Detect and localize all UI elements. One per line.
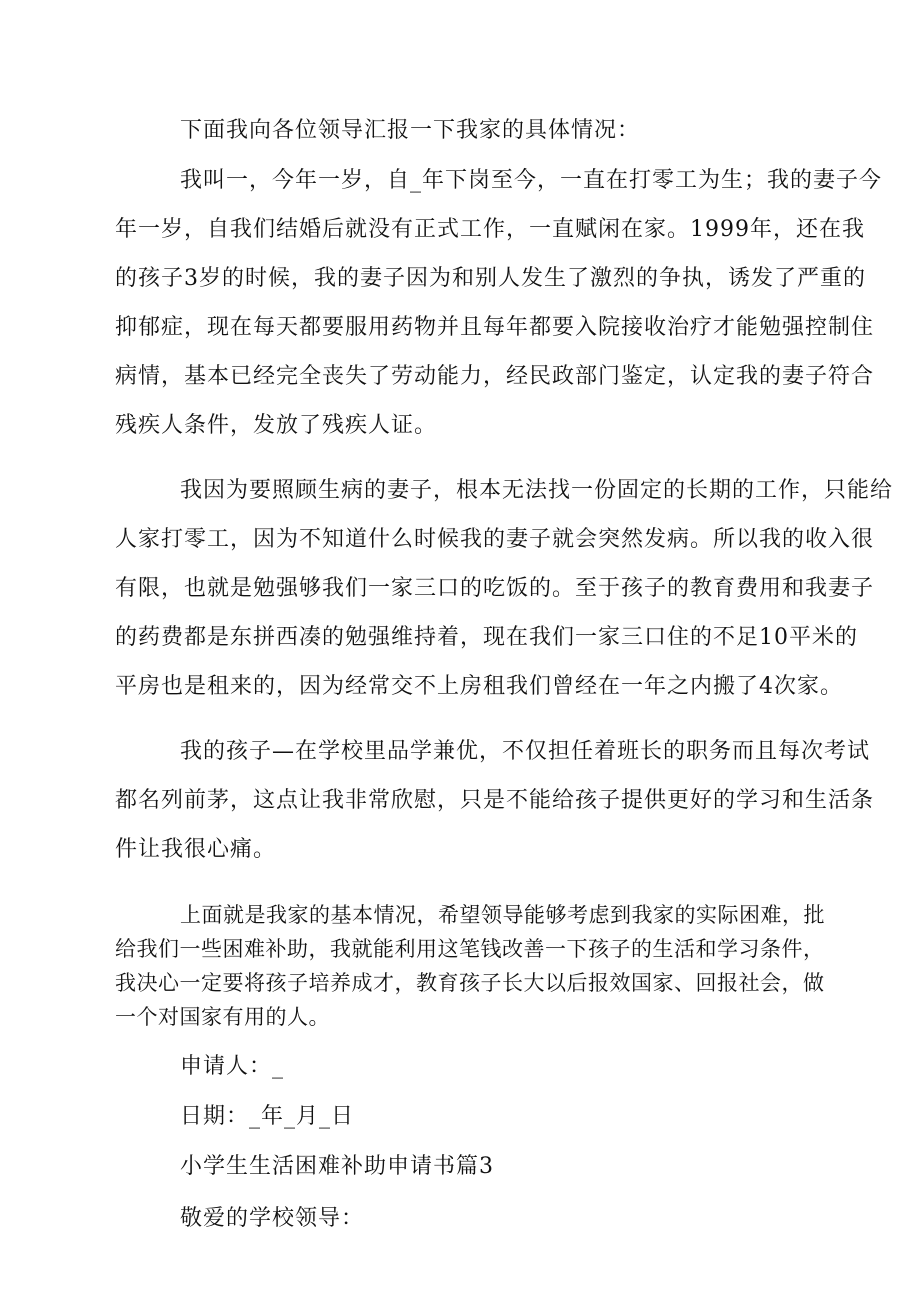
intro-line: 下面我向各位领导汇报一下我家的具体情况： xyxy=(180,118,641,143)
paragraph-4-line-2: 给我们一些困难补助，我就能利用这笔钱改善一下孩子的生活和学习条件， xyxy=(115,937,825,961)
paragraph-2-line-1: 我因为要照顾生病的妻子，根本无法找一份固定的长期的工作，只能给 xyxy=(180,478,894,503)
paragraph-1-line-4: 抑郁症，现在每天都要服用药物并且每年都要入院接收治疗才能勉强控制住 xyxy=(115,315,875,340)
paragraph-4-line-3: 我决心一定要将孩子培养成才，教育孩子长大以后报效国家、回报社会，做 xyxy=(115,971,825,995)
paragraph-2-line-4: 的药费都是东拼西凑的勉强维持着，现在我们一家三口住的不足10平米的 xyxy=(115,625,858,650)
next-section-title: 小学生生活困难补助申请书篇3 xyxy=(180,1154,494,1179)
paragraph-1-line-3: 的孩子3岁的时候，我的妻子因为和别人发生了激烈的争执，诱发了严重的 xyxy=(115,266,866,291)
paragraph-1-line-1: 我叫一，今年一岁，自_年下岗至今，一直在打零工为生；我的妻子今 xyxy=(180,168,883,193)
salutation-line: 敬爱的学校领导： xyxy=(180,1206,365,1231)
applicant-line: 申请人：_ xyxy=(180,1054,285,1079)
paragraph-4-line-4: 一个对国家有用的人。 xyxy=(115,1005,330,1029)
date-line: 日期：_年_月_日 xyxy=(180,1104,355,1129)
paragraph-2-line-3: 有限，也就是勉强够我们一家三口的吃饭的。至于孩子的教育费用和我妻子 xyxy=(115,576,875,601)
paragraph-3-line-2: 都名列前茅，这点让我非常欣慰，只是不能给孩子提供更好的学习和生活条 xyxy=(115,788,875,813)
paragraph-4-line-1: 上面就是我家的基本情况，希望领导能够考虑到我家的实际困难，批 xyxy=(180,903,825,927)
paragraph-1-line-5: 病情，基本已经完全丧失了劳动能力，经民政部门鉴定，认定我的妻子符合 xyxy=(115,364,875,389)
paragraph-1-line-6: 残疾人条件，发放了残疾人证。 xyxy=(115,413,438,438)
paragraph-2-line-5: 平房也是租来的，因为经常交不上房租我们曾经在一年之内搬了4次家。 xyxy=(115,674,843,699)
paragraph-3-line-3: 件让我很心痛。 xyxy=(115,837,277,862)
paragraph-3-line-1: 我的孩子—在学校里品学兼优，不仅担任着班长的职务而且每次考试 xyxy=(180,739,871,764)
paragraph-1-line-2: 年一岁，自我们结婚后就没有正式工作，一直赋闲在家。1999年，还在我 xyxy=(115,217,865,242)
paragraph-2-line-2: 人家打零工，因为不知道什么时候我的妻子就会突然发病。所以我的收入很 xyxy=(115,527,875,552)
